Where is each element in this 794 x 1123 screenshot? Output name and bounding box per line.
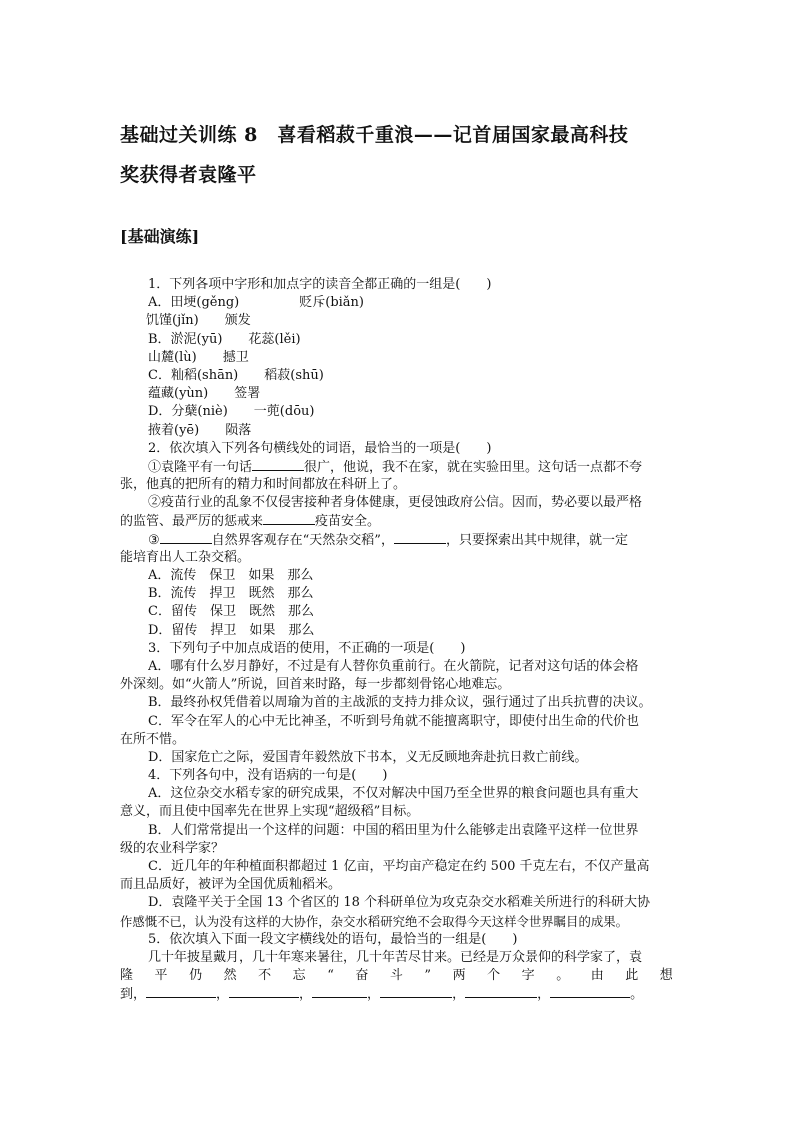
- q2-sentence-1-cont: 张，他真的把所有的精力和时间都放在科研上了。: [120, 477, 407, 493]
- answer-blank[interactable]: [550, 985, 630, 998]
- q2-s3-part3: ，只要探索出其中规律，就一定: [445, 532, 628, 548]
- q1-option-c: [148, 367, 673, 385]
- q5-p2-char: “: [327, 968, 334, 984]
- q1-option-d-row2: [148, 422, 673, 440]
- q2-s3-part1: ③: [148, 532, 160, 548]
- q1-d-item2: 一蔸(dōu): [253, 404, 315, 420]
- answer-blank[interactable]: [263, 512, 315, 525]
- q4-option-c: C．近几年的年种植面积都超过 1 亿亩，平均亩产稳定在约 500 千克左右，不仅产量高: [148, 859, 650, 874]
- q5-passage-3: 到， ， ， ， ， ， 。: [120, 987, 644, 1003]
- q2-option-d: D．留传 捍卫 如果 那么: [148, 622, 315, 638]
- q5-p2-char: 不: [258, 968, 272, 984]
- answer-blank[interactable]: [394, 531, 446, 544]
- q1-a-item3: 饥馑(jǐn): [146, 313, 199, 329]
- q5-p2-char: 两: [452, 968, 466, 984]
- q1-option-b: [148, 331, 673, 349]
- q4-stem: 4．下列各句中，没有语病的一句是( ): [148, 768, 388, 784]
- q5-p2-char: 。: [556, 968, 570, 984]
- q5-p2-char: 忘: [292, 968, 306, 984]
- q2-s1-part1: ①袁隆平有一句话: [148, 459, 253, 475]
- q5-p2-char: 斗: [389, 968, 403, 984]
- q5-passage-2: [120, 967, 673, 985]
- q2-option-a: A．流传 保卫 如果 那么: [148, 568, 314, 583]
- q5-p2-char: 仍: [189, 968, 203, 984]
- q4-option-d-cont: 作感慨不已，认为没有这样的大协作，杂交水稻研究绝不会取得今天这样令世界瞩目的成果。: [120, 913, 629, 929]
- q5-p2-char: 此: [625, 968, 639, 984]
- answer-blank[interactable]: [380, 985, 452, 998]
- q1-stem: 1．下列各项中字形和加点字的读音全都正确的一组是( ): [148, 277, 492, 292]
- q1-c-item2: 稻菽(shū): [264, 367, 324, 383]
- title-line-1: 基础过关训练 8 喜看稻菽千重浪——记首届国家最高科技: [120, 124, 629, 146]
- q5-p2-char: 奋: [355, 968, 369, 984]
- q3-option-d: D．国家危亡之际，爱国青年毅然放下书本，义无反顾地奔赴抗日救亡前线。: [148, 749, 588, 765]
- q2-sentence-3: [148, 531, 673, 549]
- q4-option-c-cont: 而且品质好，被评为全国优质籼稻米。: [120, 877, 342, 893]
- q2-s3-part2: 自然界客观存在“天然杂交稻”，: [211, 532, 394, 548]
- q2-s1-part2: 很广，他说，我不在家，就在实验田里。这句话一点都不夸: [304, 459, 643, 475]
- answer-blank[interactable]: [160, 531, 212, 544]
- q1-d-item4: 陨落: [225, 422, 252, 438]
- answer-blank[interactable]: [229, 985, 299, 998]
- q3-stem: 3．下列句子中加点成语的使用，不正确的一项是( ): [148, 640, 466, 656]
- q4-option-d: D．袁隆平关于全国 13 个省区的 18 个科研单位为攻克杂交水稻难关所进行的科研大协: [148, 895, 651, 911]
- q1-b-item3: 山麓(lù): [148, 349, 197, 365]
- q2-sentence-2: ②疫苗行业的乱象不仅侵害接种者身体健康，更侵蚀政府公信。因而，势必要以最严格: [148, 495, 643, 511]
- answer-blank[interactable]: [146, 985, 216, 998]
- q5-stem: 5．依次填入下面一段文字横线处的语句，最恰当的一组是( ): [148, 931, 518, 947]
- q1-option-a-row2: [146, 312, 673, 330]
- q5-p2-char: 然: [223, 968, 237, 984]
- q1-d-item1: D．分蘖(niè): [148, 404, 228, 420]
- answer-blank[interactable]: [252, 458, 304, 471]
- q2-option-c: C．留传 保卫 既然 那么: [148, 604, 314, 620]
- page-title: [120, 115, 680, 195]
- q5-passage-1: 几十年披星戴月，几十年寒来暑往，几十年苦尽甘来。已经是万众景仰的科学家了，袁: [148, 949, 643, 965]
- question-body: [120, 276, 673, 1004]
- q1-c-item3: 蕴藏(yùn): [148, 386, 209, 402]
- q2-s2-part1: 的监管、最严厉的惩戒来: [120, 514, 264, 530]
- q4-option-a-cont: 意义，而且使中国率先在世界上实现“超级稻”目标。: [120, 804, 420, 820]
- section-heading: [基础演练]: [120, 227, 200, 246]
- q2-stem: 2．依次填入下列各句横线处的词语，最恰当的一项是( ): [148, 440, 492, 456]
- q5-p3-text: 到，: [120, 987, 147, 1003]
- q5-p2-char: 平: [154, 968, 168, 984]
- q1-option-c-row2: [148, 385, 673, 403]
- q2-option-b: B．流传 捍卫 既然 那么: [148, 586, 314, 602]
- q3-option-b: B．最终孙权凭借着以周瑜为首的主战派的支持力排众议，强行通过了出兵抗曹的决议。: [148, 695, 652, 711]
- q1-c-item1: C．籼稻(shān): [148, 367, 239, 383]
- q4-option-a: A．这位杂交水稻专家的研究成果，不仅对解决中国乃至全世界的粮食问题也具有重大: [148, 786, 639, 802]
- q1-b-item1: B．淤泥(yū): [148, 331, 223, 347]
- q5-p2-char: 字: [521, 968, 535, 984]
- q4-option-b: B．人们常常提出一个这样的问题：中国的稻田里为什么能够走出袁隆平这样一位世界: [148, 822, 639, 838]
- q5-p2-char: 隆: [120, 968, 134, 984]
- q3-option-a-cont: 外深刻。如“火箭人”所说，回首来时路，每一步都刻骨铭心地难忘。: [120, 677, 511, 693]
- q1-a-item1: A．田埂(gěng): [148, 295, 240, 311]
- q1-option-b-row2: [148, 349, 673, 367]
- q1-option-d: [148, 403, 673, 421]
- q1-a-item2: 贬斥(biǎn): [299, 295, 364, 311]
- q2-sentence-2-cont: [120, 512, 673, 530]
- q1-b-item4: 撼卫: [222, 349, 249, 365]
- title-line-2: 奖获得者袁隆平: [120, 164, 257, 186]
- q1-option-a: [148, 294, 673, 312]
- q5-p2-char: ”: [424, 968, 432, 984]
- q2-sentence-1: [148, 458, 673, 476]
- answer-blank[interactable]: [312, 985, 367, 998]
- q5-p2-char: 想: [659, 968, 673, 984]
- q5-p2-char: 个: [487, 968, 501, 984]
- q5-p2-char: 由: [590, 968, 604, 984]
- q3-option-c: C．军令在军人的心中无比神圣，不听到号角就不能擅离职守，即使付出生命的代价也: [148, 713, 639, 729]
- q1-b-item2: 花蕊(lěi): [248, 331, 301, 347]
- q2-sentence-3-cont: 能培育出人工杂交稻。: [120, 549, 251, 565]
- q1-c-item4: 签署: [234, 386, 261, 402]
- answer-blank[interactable]: [465, 985, 537, 998]
- q1-d-item3: 掖着(yē): [148, 422, 200, 438]
- q3-option-c-cont: 在所不惜。: [120, 731, 186, 747]
- q2-s2-part2: 疫苗安全。: [315, 514, 381, 530]
- q1-a-item4: 颁发: [224, 313, 251, 329]
- q3-option-a: A．哪有什么岁月静好，不过是有人替你负重前行。在火箭院，记者对这句话的体会格: [148, 658, 639, 674]
- q4-option-b-cont: 级的农业科学家？: [120, 840, 225, 856]
